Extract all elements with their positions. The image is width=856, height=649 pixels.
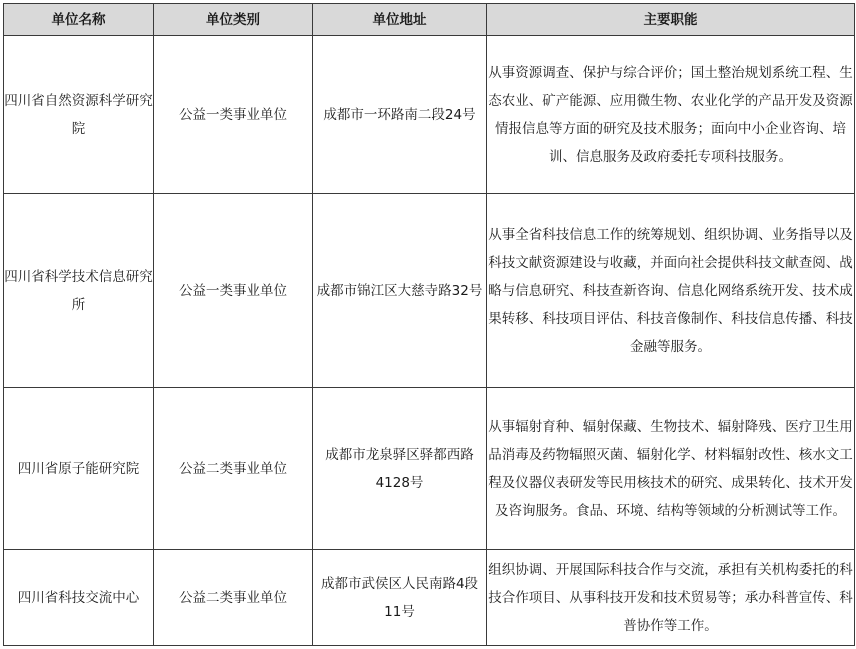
table-row bbox=[4, 388, 855, 550]
units-table bbox=[3, 3, 855, 646]
unit-name-cell: 四川省科学技术信息研究所 bbox=[4, 194, 154, 388]
table-row bbox=[4, 550, 855, 646]
unit-name-cell: 四川省原子能研究院 bbox=[4, 388, 154, 550]
unit-duties-cell: 从事全省科技信息工作的统筹规划、组织协调、业务指导以及科技文献资源建设与收藏，并面向社会提供科技文献查阅、战略与信息研究、科技查新咨询、信息化网络系统开发、技术成果转移、科技项目评估、科技音像制作、科技信息传播、科技金融等服务。 bbox=[487, 194, 855, 388]
unit-type-cell: 公益二类事业单位 bbox=[154, 550, 313, 646]
unit-name-cell: 四川省科技交流中心 bbox=[4, 550, 154, 646]
unit-duties-cell: 组织协调、开展国际科技合作与交流，承担有关机构委托的科技合作项目、从事科技开发和技术贸易等；承办科普宣传、科普协作等工作。 bbox=[487, 550, 855, 646]
unit-duties-cell: 从事辐射育种、辐射保藏、生物技术、辐射降残、医疗卫生用品消毒及药物辐照灭菌、辐射化学、材料辐射改性、核水文工程及仪器仪表研发等民用核技术的研究、成果转化、技术开发及咨询服务。食品、环境、结构等领域的分析测试等工作。 bbox=[487, 388, 855, 550]
header-main-duties: 主要职能 bbox=[487, 4, 855, 36]
header-unit-name: 单位名称 bbox=[4, 4, 154, 36]
unit-address-cell: 成都市龙泉驿区驿都西路4128号 bbox=[313, 388, 487, 550]
unit-type-cell: 公益一类事业单位 bbox=[154, 194, 313, 388]
unit-address-cell: 成都市武侯区人民南路4段11号 bbox=[313, 550, 487, 646]
unit-type-cell: 公益一类事业单位 bbox=[154, 36, 313, 194]
header-unit-type: 单位类别 bbox=[154, 4, 313, 36]
table-header-row bbox=[4, 4, 855, 36]
header-unit-address: 单位地址 bbox=[313, 4, 487, 36]
unit-duties-cell: 从事资源调查、保护与综合评价；国土整治规划系统工程、生态农业、矿产能源、应用微生物、农业化学的产品开发及资源情报信息等方面的研究及技术服务；面向中小企业咨询、培训、信息服务及政府委托专项科技服务。 bbox=[487, 36, 855, 194]
unit-name-cell: 四川省自然资源科学研究院 bbox=[4, 36, 154, 194]
unit-address-cell: 成都市一环路南二段24号 bbox=[313, 36, 487, 194]
table-row bbox=[4, 36, 855, 194]
unit-address-cell: 成都市锦江区大慈寺路32号 bbox=[313, 194, 487, 388]
table-row bbox=[4, 194, 855, 388]
unit-type-cell: 公益二类事业单位 bbox=[154, 388, 313, 550]
